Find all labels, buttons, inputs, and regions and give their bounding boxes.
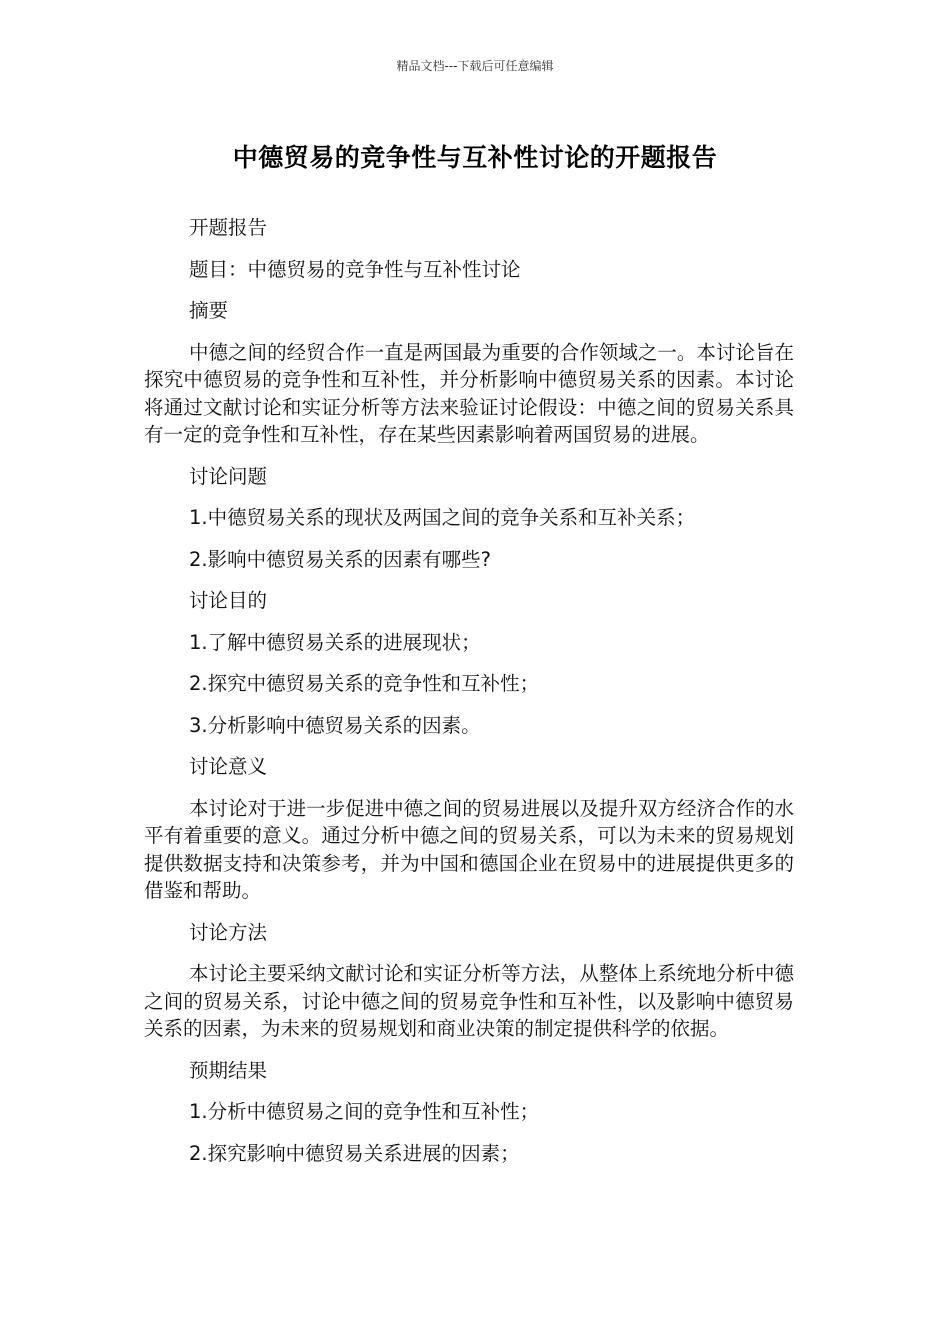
topic-line: 题目：中德贸易的竞争性与互补性讨论 — [189, 257, 521, 281]
abstract-heading: 摘要 — [189, 299, 229, 322]
method-heading: 讨论方法 — [189, 920, 268, 944]
questions-heading: 讨论问题 — [189, 464, 268, 488]
header-note: 精品文档---下载后可任意编辑 — [396, 59, 554, 73]
result-item: 2.探究影响中德贸易关系进展的因素； — [189, 1141, 520, 1165]
question-item: 1.中德贸易关系的现状及两国之间的竞争关系和互补关系； — [189, 506, 696, 529]
question-item: 2.影响中德贸易关系的因素有哪些? — [189, 547, 491, 571]
document-title: 中德贸易的竞争性与互补性讨论的开题报告 — [232, 143, 718, 172]
result-item: 1.分析中德贸易之间的竞争性和互补性； — [189, 1100, 540, 1123]
document-body — [144, 214, 794, 1181]
significance-heading: 讨论意义 — [189, 755, 268, 778]
goals-heading: 讨论目的 — [189, 589, 268, 612]
kicker-heading: 开题报告 — [189, 216, 268, 239]
results-heading: 预期结果 — [189, 1058, 268, 1082]
goal-item: 3.分析影响中德贸易关系的因素。 — [189, 713, 481, 737]
goal-item: 1.了解中德贸易关系的进展现状； — [189, 630, 481, 654]
significance-paragraph: 本讨论对于进一步促进中德之间的贸易进展以及提升双方经济合作的水平有着重要的意义。通过分析中德之间的贸易关系，可以为未来的贸易规划提供数据支持和决策参考，并为中国和德国企业在贸易中的进展提供更多的借鉴和帮助。 — [144, 796, 794, 902]
goal-item: 2.探究中德贸易关系的竞争性和互补性； — [189, 672, 540, 695]
abstract-paragraph: 中德之间的经贸合作一直是两国最为重要的合作领域之一。本讨论旨在探究中德贸易的竞争性和互补性，并分析影响中德贸易关系的因素。本讨论将通过文献讨论和实证分析等方法来验证讨论假设：中德之间的贸易关系具有一定的竞争性和互补性，存在某些因素影响着两国贸易的进展。 — [144, 340, 794, 446]
method-paragraph: 本讨论主要采纳文献讨论和实证分析等方法，从整体上系统地分析中德之间的贸易关系，讨论中德之间的贸易竞争性和互补性，以及影响中德贸易关系的因素，为未来的贸易规划和商业决策的制定提供科学的依据。 — [144, 962, 794, 1040]
